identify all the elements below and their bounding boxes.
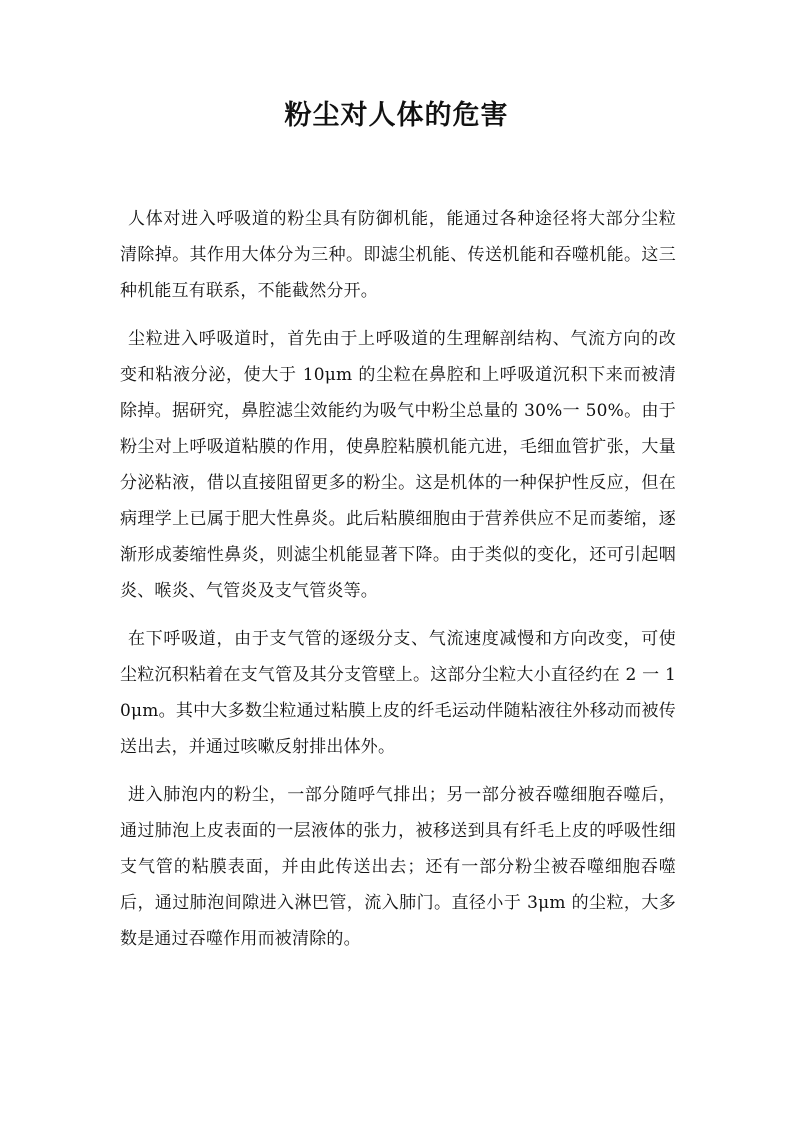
paragraph-defense-mechanisms: 人体对进入呼吸道的粉尘具有防御机能，能通过各种途径将大部分尘粒清除掉。其作用大体分为三种。即滤尘机能、传送机能和吞噬机能。这三种机能互有联系，不能截然分开。 <box>120 209 676 301</box>
paragraph-upper-respiratory: 尘粒进入呼吸道时，首先由于上呼吸道的生理解剖结构、气流方向的改变和粘液分泌，使大于 10μm 的尘粒在鼻腔和上呼吸道沉积下来而被清除掉。据研究，鼻腔滤尘效能约为吸气中粉尘总量的 30%一 50%。由于粉尘对上呼吸道粘膜的作用，使鼻腔粘膜机能亢进，毛细血管扩张，大量分泌粘液，借以直接阻留更多的粉尘。这是机体的一种保护性反应，但在病理学上已属于肥大性鼻炎。此后粘膜细胞由于营养供应不足而萎缩，逐渐形成萎缩性鼻炎，则滤尘机能显著下降。由于类似的变化，还可引起咽炎、喉炎、气管炎及支气管炎等。 <box>120 329 676 601</box>
paragraph-lower-respiratory: 在下呼吸道，由于支气管的逐级分支、气流速度减慢和方向改变，可使尘粒沉积粘着在支气管及其分支管壁上。这部分尘粒大小直径约在 2 一 10μm。其中大多数尘粒通过粘膜上皮的纤毛运动伴随粘液往外移动而被传送出去，并通过咳嗽反射排出体外。 <box>120 629 676 757</box>
document-title: 粉尘对人体的危害 <box>284 100 509 131</box>
paragraph-alveoli: 进入肺泡内的粉尘，一部分随呼气排出；另一部分被吞噬细胞吞噬后，通过肺泡上皮表面的一层液体的张力，被移送到具有纤毛上皮的呼吸性细支气管的粘膜表面，并由此传送出去；还有一部分粉尘被吞噬细胞吞噬后，通过肺泡间隙进入淋巴管，流入肺门。直径小于 3μm 的尘粒，大多数是通过吞噬作用而被清除的。 <box>120 785 676 949</box>
document-body <box>120 201 676 969</box>
